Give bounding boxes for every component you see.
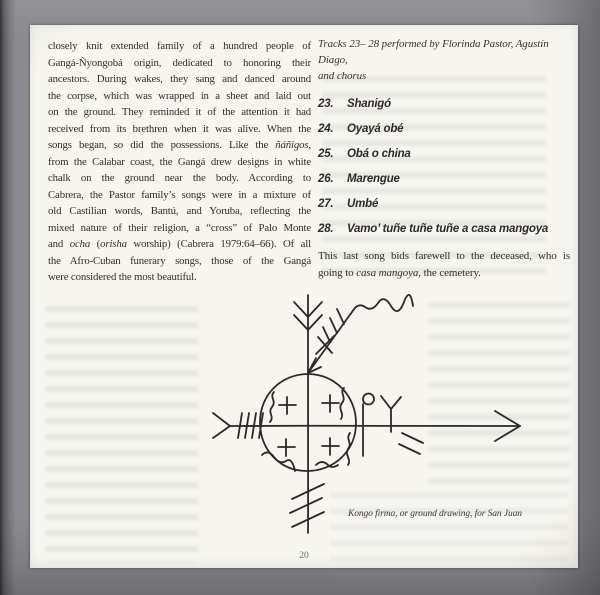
track-number: 28. [318, 223, 334, 235]
firma-under-tick [399, 444, 420, 454]
track-title: Oyayá obé [347, 123, 404, 135]
booklet-page [30, 25, 578, 568]
firma-tick [252, 413, 256, 438]
text-line: Cabrera, the Pastor family’s songs were in a mixture of [48, 188, 311, 201]
bleed-through-text [428, 297, 570, 485]
firma-squiggle [340, 388, 344, 419]
firma-top-chevron [294, 315, 322, 330]
text-line: chalk on the ground near the body. According to [48, 172, 311, 184]
performers-note [318, 36, 570, 84]
text-line: ancestors. During wakes, they sang and danced around [48, 73, 311, 85]
text-line: and ocha (orisha worship) (Cabrera 1979:64–66). Of all [48, 238, 311, 250]
firma-left-arrowhead [213, 413, 230, 438]
track-item [318, 173, 570, 186]
kongo-firma-drawing [180, 285, 560, 565]
firma-top-chevron [294, 302, 322, 317]
text-line: from the Calabar coast, the Gangá drew designs in white [48, 155, 311, 168]
track-list-column [318, 36, 570, 282]
closing-note [318, 248, 570, 282]
firma-cross [322, 438, 339, 455]
text-line: and chorus [318, 70, 367, 82]
track-item [318, 148, 570, 161]
text-line: received from its brethren when it was alive. When the [48, 122, 311, 135]
track-list [318, 98, 570, 236]
track-title: Shanigó [347, 98, 391, 110]
firma-cross [278, 439, 295, 456]
firma-bottom-slash [292, 512, 324, 527]
firma-cross [279, 397, 296, 414]
body-text-column [48, 38, 311, 286]
firma-x-mark [316, 336, 334, 354]
track-item [318, 198, 570, 211]
track-number: 26. [318, 173, 334, 185]
text-line: Gangá-Ñyongobá origin, dedicated to honoring their [48, 56, 311, 69]
bleed-through-text [46, 301, 198, 563]
figure-caption: Kongo firma, or ground drawing, for San Juan [348, 509, 522, 519]
firma-branch-feather [337, 309, 344, 324]
track-number: 23. [318, 98, 334, 110]
firma-branch-feather [323, 327, 330, 342]
firma-branch-arrowhead [308, 358, 321, 373]
track-number: 27. [318, 198, 334, 210]
firma-diagonal-branch [308, 312, 352, 373]
firma-squiggle [316, 462, 338, 467]
firma-branch-tail [352, 295, 413, 312]
firma-under-tick [402, 433, 423, 443]
firma-tick [245, 413, 249, 438]
text-line: closely knit extended family of a hundred people of [48, 40, 311, 52]
firma-branch-feather [330, 318, 337, 333]
firma-squiggle [347, 433, 350, 465]
firma-tick [259, 413, 263, 438]
text-line: This last song bids farewell to the deceased, who is [318, 250, 570, 262]
firma-cross [322, 395, 339, 412]
text-line: old Castilian words, Bantú, and Yoruba, reflecting the [48, 205, 311, 217]
track-number: 24. [318, 123, 334, 135]
text-line: were considered the most beautiful. [48, 271, 197, 283]
track-item [318, 98, 570, 111]
firma-bottom-slash [290, 498, 322, 513]
text-line: Tracks 23– 28 performed by Florinda Pastor, Agustín Diago, [318, 38, 549, 66]
track-title: Umbé [347, 198, 379, 210]
page-number: 20 [299, 551, 309, 561]
text-line: the corpse, which was wrapped in a sheet and laid out [48, 89, 311, 102]
track-item [318, 223, 570, 236]
firma-loop-glyph [363, 394, 374, 405]
firma-right-arrowhead [495, 411, 520, 441]
bleed-through-text [330, 487, 568, 577]
track-item [318, 123, 570, 136]
firma-squiggle [270, 392, 274, 422]
firma-bottom-slash [292, 484, 324, 499]
track-title: Vamo’ tuñe tuñe tuñe a casa mangoya [347, 223, 549, 235]
text-line: songs began, so did the possessions. Like the ñáñigos, [48, 139, 311, 151]
text-line: on the ground. They reminded it of the attention it had [48, 106, 311, 118]
track-title: Obá o china [347, 148, 411, 160]
firma-squiggle [262, 452, 295, 471]
track-number: 25. [318, 148, 334, 160]
text-line: going to casa mangoya, the cemetery. [318, 267, 481, 279]
text-line: mixed nature of their religion, a “cross” of Palo Monte [48, 221, 311, 234]
firma-circle [260, 374, 356, 471]
firma-y-glyph [381, 396, 401, 432]
track-title: Marengue [347, 173, 400, 185]
text-line: the Afro-Cuban funerary songs, those of the Gangá [48, 254, 311, 267]
firma-tick [238, 413, 242, 438]
